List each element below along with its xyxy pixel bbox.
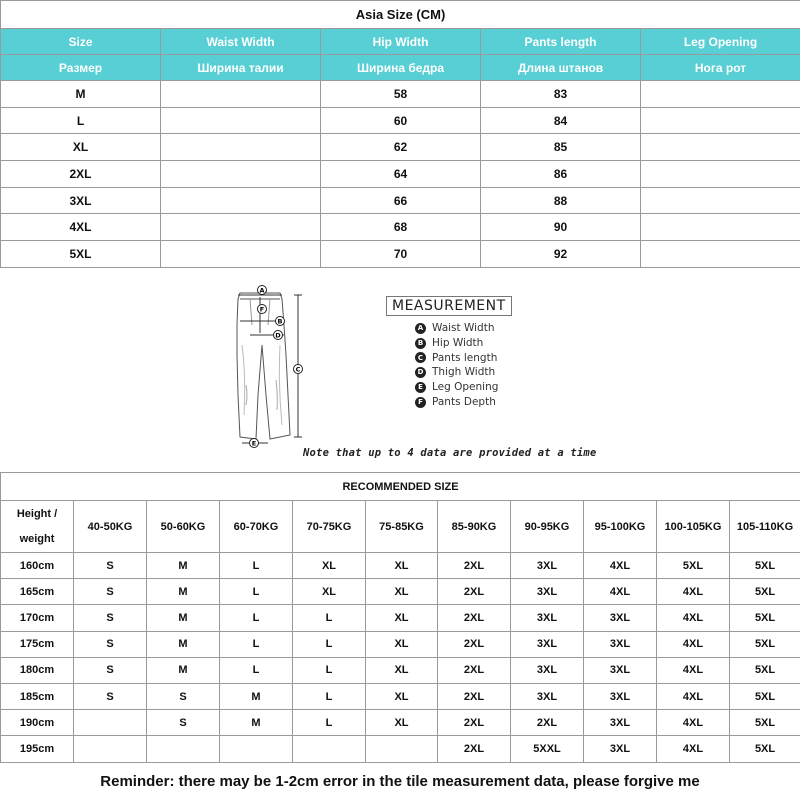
recommended-size-cell: XL <box>366 579 438 605</box>
recommended-size-cell: M <box>147 579 220 605</box>
recommended-size-cell: XL <box>366 631 438 657</box>
svg-text:B: B <box>277 317 283 326</box>
recommended-size-cell: S <box>74 631 147 657</box>
measurement-note: Note that up to 4 data are provided at a time <box>303 447 597 459</box>
svg-text:C: C <box>295 365 301 374</box>
diagram-letter-icon <box>274 331 283 340</box>
legend-label: Hip Width <box>432 336 484 349</box>
recommended-size-cell: 5XL <box>730 657 800 683</box>
recommended-size-cell: M <box>220 683 293 709</box>
recommended-size-cell: 2XL <box>511 710 584 736</box>
recommended-size-cell: 4XL <box>657 605 730 631</box>
recommended-size-cell: L <box>220 605 293 631</box>
letter-badge-icon: B <box>415 338 426 349</box>
header-row-russian <box>1 55 800 81</box>
size-row <box>1 134 800 161</box>
weight-header: 60-70KG <box>220 501 293 553</box>
header-size: Size <box>1 29 161 55</box>
recommended-size-cell: S <box>74 553 147 579</box>
legend-item <box>415 321 498 336</box>
header-hip-width: Hip Width <box>321 29 481 55</box>
size-row <box>1 81 800 108</box>
size-cell: L <box>1 107 161 134</box>
recommended-size-cell: L <box>220 579 293 605</box>
recommended-row <box>1 683 800 709</box>
recommended-row <box>1 710 800 736</box>
reminder-text: Reminder: there may be 1-2cm error in the tile measurement data, please forgive me <box>100 773 700 790</box>
recommended-row <box>1 736 800 762</box>
height-cell: 175cm <box>1 631 74 657</box>
recommended-size-cell: XL <box>366 553 438 579</box>
weight-header: 75-85KG <box>366 501 438 553</box>
letter-badge-icon: E <box>415 382 426 393</box>
recommended-size-cell: 5XXL <box>511 736 584 762</box>
legend-label: Pants length <box>432 351 498 364</box>
size-cell <box>161 81 321 108</box>
legend-label: Thigh Width <box>432 366 496 379</box>
size-row <box>1 187 800 214</box>
recommended-size-cell: S <box>74 605 147 631</box>
size-cell: 92 <box>481 241 641 268</box>
recommended-size-cell: L <box>220 657 293 683</box>
recommended-size-table <box>0 472 800 763</box>
recommended-size-cell: L <box>293 605 366 631</box>
recommended-size-cell: XL <box>293 579 366 605</box>
size-cell <box>641 81 800 108</box>
recommended-size-cell: 5XL <box>657 553 730 579</box>
recommended-size-cell: M <box>220 710 293 736</box>
recommended-size-cell: 2XL <box>438 683 511 709</box>
recommended-size-cell: 3XL <box>584 657 657 683</box>
size-cell <box>161 161 321 188</box>
size-cell <box>641 134 800 161</box>
svg-text:A: A <box>259 286 265 295</box>
recommended-size-cell: 3XL <box>584 736 657 762</box>
recommended-size-cell: L <box>293 683 366 709</box>
recommended-size-cell: 5XL <box>730 579 800 605</box>
recommended-size-cell <box>366 736 438 762</box>
recommended-size-cell: S <box>74 683 147 709</box>
diagram-letter-icon <box>258 286 267 295</box>
recommended-size-cell: 4XL <box>657 631 730 657</box>
legend-label: Leg Opening <box>432 381 499 394</box>
header-size-ru: Размер <box>1 55 161 81</box>
recommended-size-cell: M <box>147 553 220 579</box>
size-cell: 62 <box>321 134 481 161</box>
header-hip-width-ru: Ширина бедра <box>321 55 481 81</box>
height-weight-header: Height / weight <box>1 501 74 553</box>
weight-header: 105-110KG <box>730 501 800 553</box>
recommended-size-cell: 5XL <box>730 631 800 657</box>
weight-header: 70-75KG <box>293 501 366 553</box>
size-row <box>1 107 800 134</box>
size-cell <box>641 161 800 188</box>
recommended-header-row <box>1 501 800 553</box>
size-row <box>1 161 800 188</box>
size-cell: 58 <box>321 81 481 108</box>
size-cell <box>641 187 800 214</box>
letter-badge-icon: F <box>415 397 426 408</box>
recommended-size-cell: L <box>293 657 366 683</box>
weight-header: 90-95KG <box>511 501 584 553</box>
recommended-size-cell: 4XL <box>584 553 657 579</box>
height-cell: 185cm <box>1 683 74 709</box>
height-cell: 165cm <box>1 579 74 605</box>
size-row <box>1 241 800 268</box>
recommended-row <box>1 579 800 605</box>
size-cell <box>161 107 321 134</box>
recommended-size-cell: S <box>147 710 220 736</box>
recommended-size-cell: 5XL <box>730 736 800 762</box>
legend-item <box>415 365 498 380</box>
recommended-size-cell: 2XL <box>438 605 511 631</box>
recommended-size-cell: 4XL <box>657 579 730 605</box>
header-pants-length-ru: Длина штанов <box>481 55 641 81</box>
legend-item <box>415 395 498 410</box>
height-cell: 190cm <box>1 710 74 736</box>
weight-header: 40-50KG <box>74 501 147 553</box>
recommended-size-cell <box>74 736 147 762</box>
svg-text:F: F <box>259 305 265 314</box>
recommended-size-cell: M <box>147 631 220 657</box>
recommended-size-cell <box>147 736 220 762</box>
size-cell: 70 <box>321 241 481 268</box>
size-cell: 86 <box>481 161 641 188</box>
size-cell <box>641 241 800 268</box>
letter-badge-icon: C <box>415 352 426 363</box>
recommended-size-cell: 5XL <box>730 710 800 736</box>
recommended-size-cell: 2XL <box>438 657 511 683</box>
recommended-size-cell: L <box>220 553 293 579</box>
recommended-size-cell: 3XL <box>511 683 584 709</box>
recommended-size-cell: 3XL <box>584 605 657 631</box>
recommended-size-cell: 5XL <box>730 553 800 579</box>
recommended-size-cell: L <box>220 631 293 657</box>
size-cell <box>161 187 321 214</box>
recommended-size-cell: S <box>74 657 147 683</box>
recommended-row <box>1 553 800 579</box>
size-cell: 68 <box>321 214 481 241</box>
weight-header: 85-90KG <box>438 501 511 553</box>
recommended-size-cell: XL <box>366 605 438 631</box>
recommended-size-cell: 2XL <box>438 710 511 736</box>
recommended-size-cell: 5XL <box>730 683 800 709</box>
size-cell: 5XL <box>1 241 161 268</box>
recommended-size-cell: 4XL <box>657 736 730 762</box>
weight-header: 100-105KG <box>657 501 730 553</box>
recommended-size-cell: 3XL <box>584 683 657 709</box>
recommended-size-cell: 3XL <box>511 579 584 605</box>
recommended-size-cell: 2XL <box>438 736 511 762</box>
recommended-size-cell: S <box>147 683 220 709</box>
weight-header: 95-100KG <box>584 501 657 553</box>
size-cell: 90 <box>481 214 641 241</box>
size-cell: 4XL <box>1 214 161 241</box>
recommended-size-cell: 4XL <box>657 657 730 683</box>
recommended-size-cell <box>220 736 293 762</box>
size-row <box>1 214 800 241</box>
size-cell: 64 <box>321 161 481 188</box>
size-cell: 66 <box>321 187 481 214</box>
size-cell: 84 <box>481 107 641 134</box>
size-cell <box>641 107 800 134</box>
recommended-size-cell: 3XL <box>511 553 584 579</box>
diagram-letter-icon <box>294 365 303 374</box>
size-cell: 60 <box>321 107 481 134</box>
header-leg-opening-ru: Нога рот <box>641 55 800 81</box>
recommended-size-cell: L <box>293 631 366 657</box>
height-cell: 170cm <box>1 605 74 631</box>
recommended-size-cell: 2XL <box>438 579 511 605</box>
size-cell <box>161 241 321 268</box>
svg-text:D: D <box>275 331 281 340</box>
recommended-size-cell: XL <box>366 683 438 709</box>
size-cell: 3XL <box>1 187 161 214</box>
height-cell: 160cm <box>1 553 74 579</box>
legend-item <box>415 336 498 351</box>
recommended-row <box>1 657 800 683</box>
letter-badge-icon: A <box>415 323 426 334</box>
recommended-size-cell: 3XL <box>584 631 657 657</box>
recommended-size-cell <box>74 710 147 736</box>
recommended-size-cell: 2XL <box>438 631 511 657</box>
recommended-title: RECOMMENDED SIZE <box>1 473 800 501</box>
diagram-letter-icon <box>276 317 285 326</box>
recommended-size-cell: 4XL <box>584 579 657 605</box>
recommended-size-cell: 4XL <box>657 710 730 736</box>
recommended-size-cell: 3XL <box>584 710 657 736</box>
recommended-size-cell: S <box>74 579 147 605</box>
size-cell: M <box>1 81 161 108</box>
recommended-size-cell: L <box>293 710 366 736</box>
legend-item <box>415 380 498 395</box>
weight-header: 50-60KG <box>147 501 220 553</box>
recommended-size-cell: 3XL <box>511 657 584 683</box>
size-cell: 2XL <box>1 161 161 188</box>
size-cell: XL <box>1 134 161 161</box>
recommended-size-cell: XL <box>293 553 366 579</box>
header-waist-width: Waist Width <box>161 29 321 55</box>
header-waist-width-ru: Ширина талии <box>161 55 321 81</box>
recommended-size-cell: 3XL <box>511 605 584 631</box>
size-cell: 85 <box>481 134 641 161</box>
recommended-row <box>1 631 800 657</box>
size-table-title: Asia Size (CM) <box>1 1 800 29</box>
legend-label: Pants Depth <box>432 395 496 408</box>
recommended-size-cell: XL <box>366 657 438 683</box>
recommended-size-cell: 4XL <box>657 683 730 709</box>
size-cell <box>161 214 321 241</box>
header-leg-opening: Leg Opening <box>641 29 800 55</box>
size-cell <box>641 214 800 241</box>
header-row-english <box>1 29 800 55</box>
letter-badge-icon: D <box>415 367 426 378</box>
pants-diagram <box>222 285 312 455</box>
svg-text:E: E <box>251 439 257 448</box>
asia-size-table <box>0 0 800 268</box>
diagram-letter-icon <box>258 305 267 314</box>
header-pants-length: Pants length <box>481 29 641 55</box>
recommended-size-cell <box>293 736 366 762</box>
recommended-size-cell: 5XL <box>730 605 800 631</box>
recommended-row <box>1 605 800 631</box>
legend-item <box>415 351 498 366</box>
size-cell: 88 <box>481 187 641 214</box>
measurement-legend <box>415 321 498 410</box>
height-cell: 195cm <box>1 736 74 762</box>
diagram-letter-icon <box>250 439 259 448</box>
recommended-size-cell: XL <box>366 710 438 736</box>
measurement-section <box>0 269 800 471</box>
measurement-title: MEASUREMENT <box>386 296 512 316</box>
recommended-size-cell: 2XL <box>438 553 511 579</box>
recommended-size-cell: 3XL <box>511 631 584 657</box>
size-cell <box>161 134 321 161</box>
size-cell: 83 <box>481 81 641 108</box>
recommended-size-cell: M <box>147 605 220 631</box>
height-cell: 180cm <box>1 657 74 683</box>
legend-label: Waist Width <box>432 322 495 334</box>
recommended-size-cell: M <box>147 657 220 683</box>
